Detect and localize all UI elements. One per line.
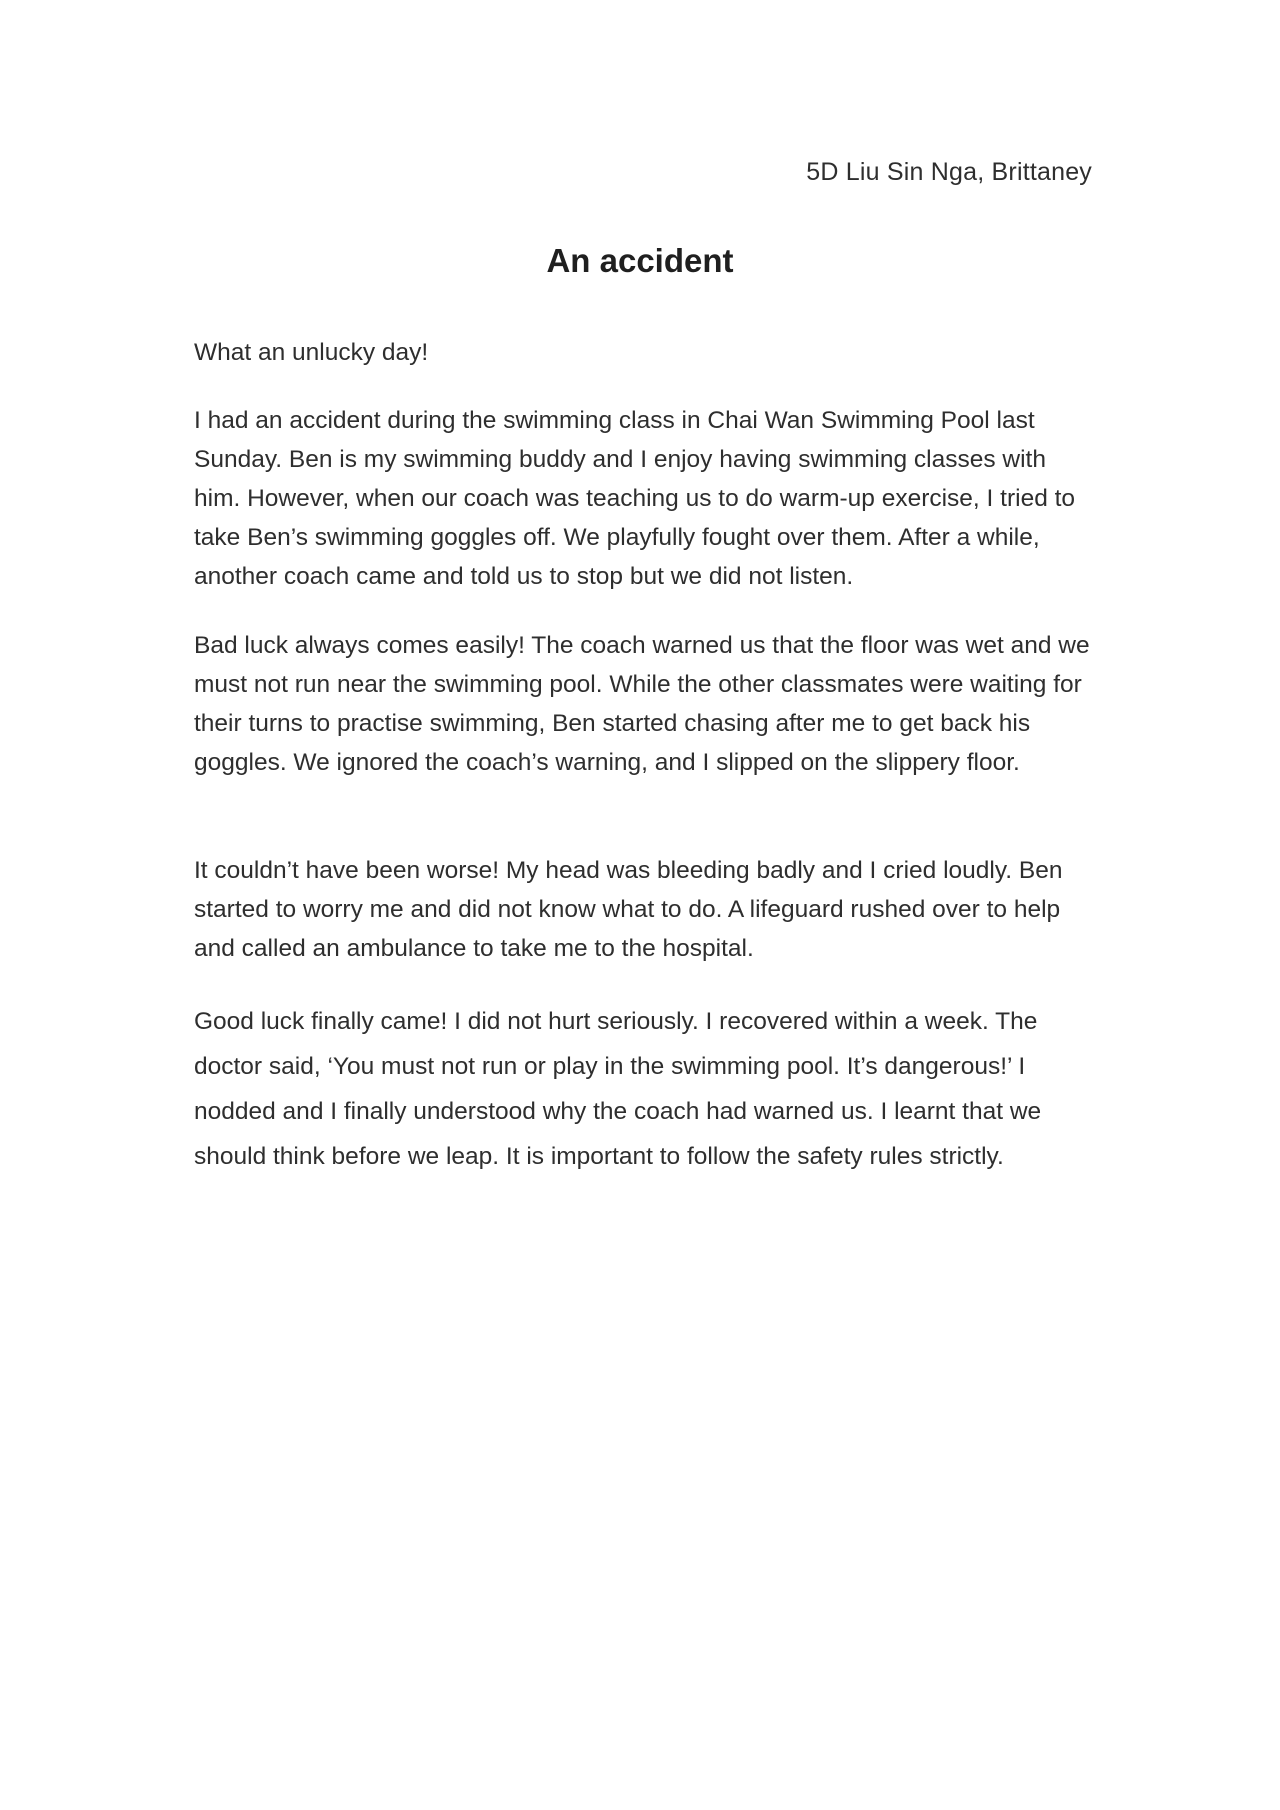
paragraph-text: I had an accident during the swimming class in Chai Wan Swimming Pool last Sunday. Ben is my swimming buddy and I enjoy having swimming classes with him. However, when our coach was teaching us to do warm-up exercise, I tried to take Ben’s swimming goggles off. We playfully fought over them. After a while, another coach came and told us to stop but we did not listen. xyxy=(194,407,1076,590)
paragraph-2 xyxy=(194,626,1094,782)
paragraph-text: Bad luck always comes easily! The coach warned us that the floor was wet and we must not run near the swimming pool. While the other classmates were waiting for their turns to practise swimming, Ben started chasing after me to get back his goggles. We ignored the coach’s warning, and I slipped on the slippery floor. xyxy=(194,632,1090,776)
paragraph-text: Good luck finally came! I did not hurt seriously. I recovered within a week. The doctor said, ‘You must not run or play in the swimming pool. It’s dangerous!’ I nodded and I finally understood why the coach had warned us. I learnt that we should think before we leap. It is important to follow the safety rules strictly. xyxy=(194,1008,1042,1170)
paragraph-3 xyxy=(194,851,1094,968)
paragraph-opening xyxy=(194,333,1094,372)
paragraph-text: It couldn’t have been worse! My head was bleeding badly and I cried loudly. Ben started to worry me and did not know what to do. A lifeguard rushed over to help and called an ambulance to take me to the hospital. xyxy=(194,857,1063,962)
paragraph-4 xyxy=(194,999,1094,1179)
essay-title: An accident xyxy=(546,242,734,279)
paragraph-1 xyxy=(194,401,1094,596)
author-line: 5D Liu Sin Nga, Brittaney xyxy=(806,158,1092,186)
paragraph-text: What an unlucky day! xyxy=(194,339,429,366)
